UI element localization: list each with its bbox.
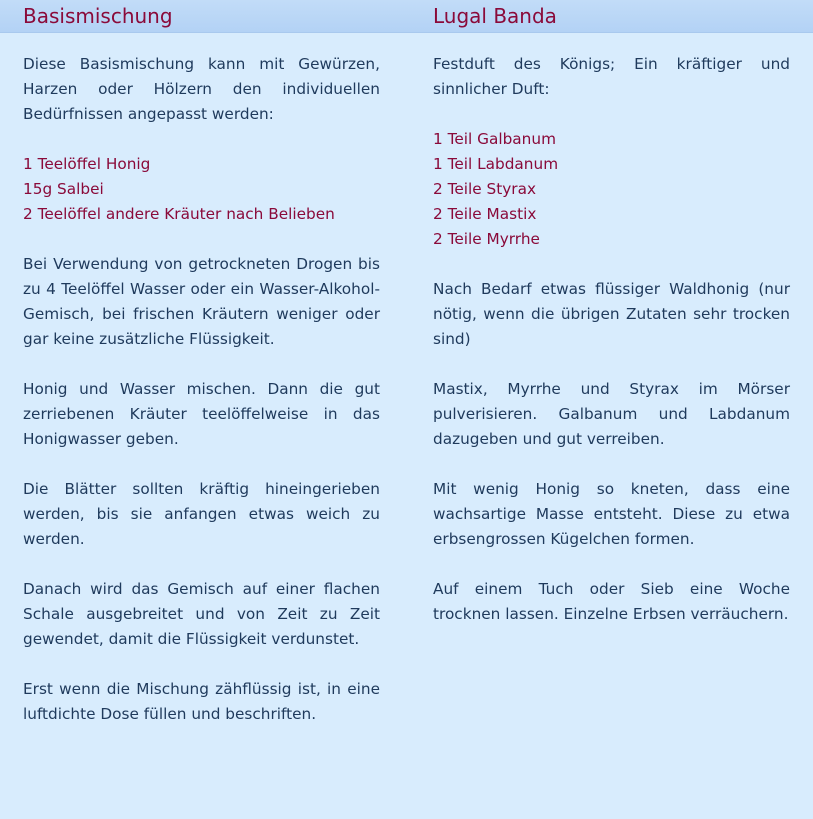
recipe-paragraph: Mit wenig Honig so kneten, dass eine wachsartige Masse entsteht. Diese zu etwa erbsengrossen Kügelchen formen. <box>433 480 790 548</box>
recipe-title: Lugal Banda <box>433 4 557 28</box>
recipe-paragraph: Danach wird das Gemisch auf einer flachen Schale ausgebreitet und von Zeit zu Zeit gewendet, damit die Flüssigkeit verdunstet. <box>23 580 380 648</box>
recipe-paragraph: Erst wenn die Mischung zähflüssig ist, in eine luftdichte Dose füllen und beschriften. <box>23 680 380 723</box>
recipe-body <box>433 52 790 627</box>
ingredient-item: 15g Salbei <box>23 180 104 198</box>
recipe-title: Basismischung <box>23 4 173 28</box>
recipe-paragraph: Bei Verwendung von getrockneten Drogen bis zu 4 Teelöffel Wasser oder ein Wasser-Alkohol-Gemisch, bei frischen Kräutern weniger oder gar keine zusätzliche Flüssigkeit. <box>23 255 380 348</box>
recipe-paragraph: Honig und Wasser mischen. Dann die gut zerriebenen Kräuter teelöffelweise in das Honigwasser geben. <box>23 380 380 448</box>
recipe-paragraph: Mastix, Myrrhe und Styrax im Mörser pulverisieren. Galbanum und Labdanum dazugeben und gut verreiben. <box>433 380 790 448</box>
recipe-paragraph: Nach Bedarf etwas flüssiger Waldhonig (nur nötig, wenn die übrigen Zutaten sehr trocken sind) <box>433 280 790 348</box>
recipe-paragraph: Auf einem Tuch oder Sieb eine Woche trocknen lassen. Einzelne Erbsen verräuchern. <box>433 580 790 623</box>
recipe-column-basismischung <box>23 0 380 752</box>
recipe-body <box>23 52 380 727</box>
ingredient-item: 2 Teelöffel andere Kräuter nach Belieben <box>23 205 335 223</box>
recipe-intro: Diese Basismischung kann mit Gewürzen, Harzen oder Hölzern den individuellen Bedürfnissen angepasst werden: <box>23 55 380 123</box>
ingredient-item: 1 Teil Galbanum <box>433 130 556 148</box>
ingredient-item: 1 Teelöffel Honig <box>23 155 151 173</box>
ingredient-item: 2 Teile Styrax <box>433 180 536 198</box>
ingredient-list <box>23 152 380 227</box>
recipe-intro: Festduft des Königs; Ein kräftiger und sinnlicher Duft: <box>433 55 790 98</box>
ingredient-item: 2 Teile Myrrhe <box>433 230 540 248</box>
ingredient-item: 2 Teile Mastix <box>433 205 537 223</box>
ingredient-list <box>433 127 790 252</box>
recipe-column-lugal-banda <box>433 0 790 652</box>
recipe-paragraph: Die Blätter sollten kräftig hineingerieben werden, bis sie anfangen etwas weich zu werden. <box>23 480 380 548</box>
ingredient-item: 1 Teil Labdanum <box>433 155 559 173</box>
